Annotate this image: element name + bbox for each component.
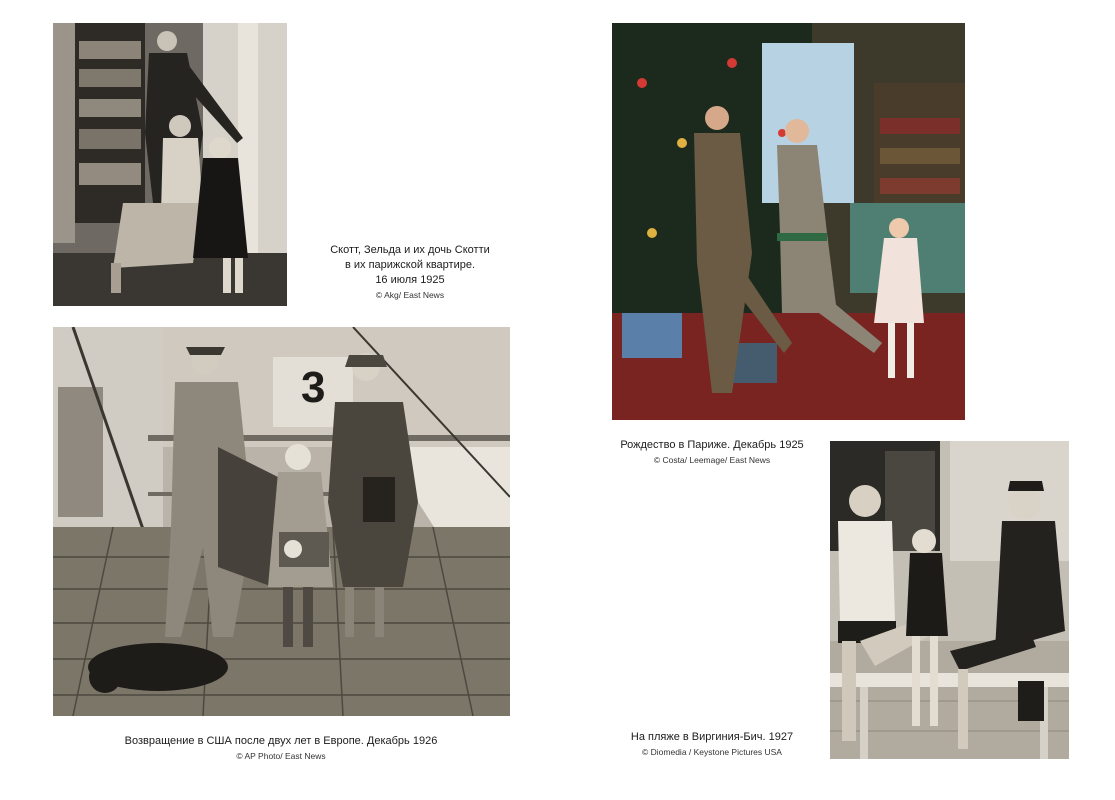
caption-paris-apartment	[312, 243, 508, 302]
caption-line: Возвращение в США после двух лет в Европе. Декабрь 1926	[124, 735, 438, 747]
caption-line: Рождество в Париже. Декабрь 1925	[620, 439, 804, 451]
caption-return-usa	[96, 734, 466, 763]
caption-line: в их парижской квартире.	[344, 259, 476, 271]
photo-virginia-beach	[830, 441, 1069, 759]
photo-credit: © AP Photo/ East News	[236, 751, 326, 761]
photo-credit: © Diomedia / Keystone Pictures USA	[642, 747, 782, 757]
caption-line: Скотт, Зельда и их дочь Скотти	[330, 244, 490, 256]
ship-number: 3	[301, 363, 326, 412]
caption-line: На пляже в Виргиния-Бич. 1927	[630, 731, 794, 743]
photo-christmas-paris	[612, 23, 965, 420]
caption-beach	[612, 730, 812, 759]
photo-credit: © Costa/ Leemage/ East News	[653, 455, 771, 465]
photo-return-usa	[53, 327, 510, 716]
caption-date: 16 июля 1925	[375, 274, 445, 286]
caption-christmas	[612, 438, 812, 467]
photo-credit: © Akg/ East News	[375, 290, 445, 300]
photo-paris-apartment	[53, 23, 287, 306]
